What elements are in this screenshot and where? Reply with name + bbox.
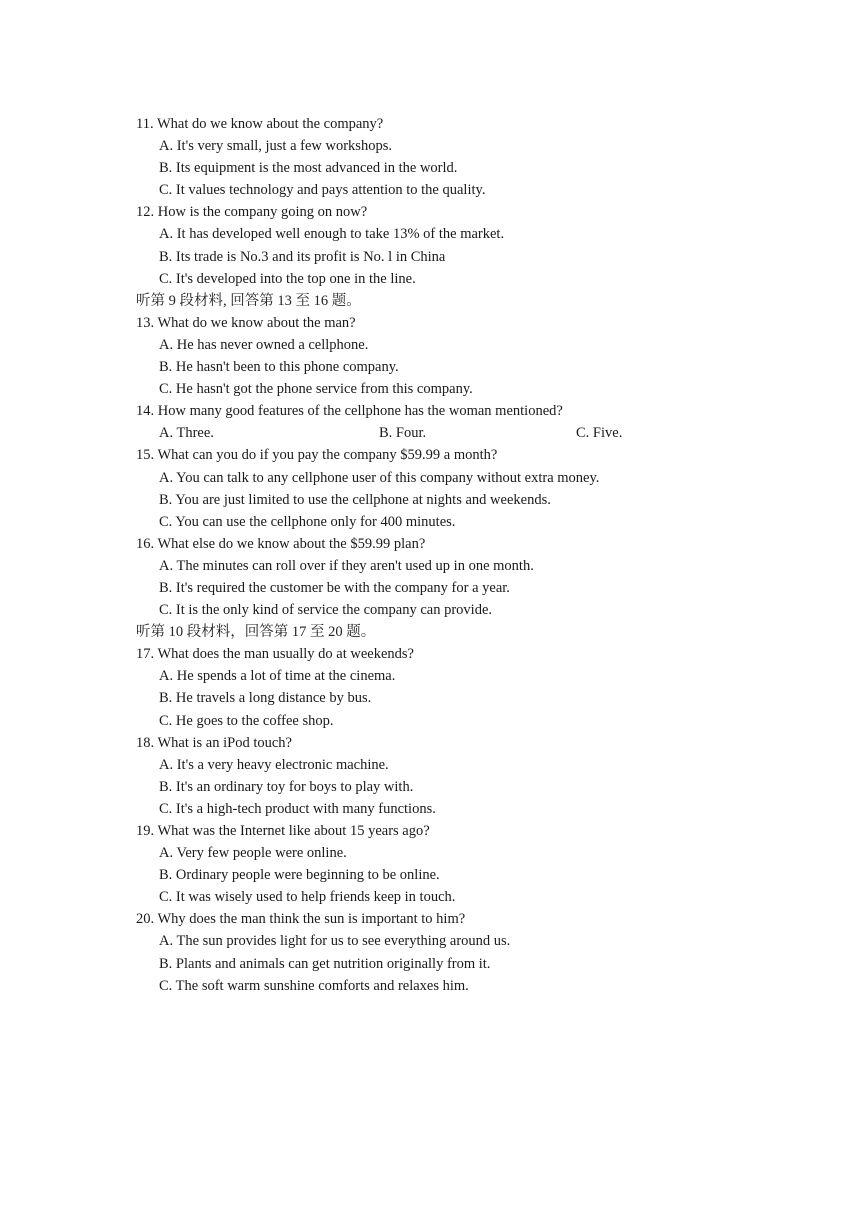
question-text: 19. What was the Internet like about 15 years ago? bbox=[136, 823, 430, 839]
answer-option: A. He has never owned a cellphone. bbox=[159, 336, 369, 353]
section-instruction: 听第 9 段材料, 回答第 13 至 16 题。 bbox=[136, 292, 361, 309]
answer-option-c: C. Five. bbox=[576, 425, 623, 442]
answer-option: B. It's an ordinary toy for boys to play with. bbox=[159, 778, 414, 795]
answer-option: C. It is the only kind of service the company can provide. bbox=[159, 602, 493, 619]
answer-option: C. It was wisely used to help friends keep in touch. bbox=[159, 889, 456, 906]
question-text: 14. How many good features of the cellphone has the woman mentioned? bbox=[136, 403, 563, 420]
answer-option: B. Its trade is No.3 and its profit is No. l in China bbox=[159, 248, 446, 265]
answer-option: B. Ordinary people were beginning to be online. bbox=[159, 867, 440, 884]
answer-option: A. The sun provides light for us to see everything around us. bbox=[159, 933, 511, 950]
answer-options-row bbox=[136, 422, 756, 444]
answer-option: B. He travels a long distance by bus. bbox=[159, 690, 372, 707]
answer-option: C. The soft warm sunshine comforts and relaxes him. bbox=[159, 977, 469, 994]
answer-option: B. He hasn't been to this phone company. bbox=[159, 359, 399, 376]
answer-option: B. It's required the customer be with the company for a year. bbox=[159, 579, 510, 596]
answer-option: B. Its equipment is the most advanced in the world. bbox=[159, 160, 458, 177]
answer-option: C. It's a high-tech product with many functions. bbox=[159, 800, 436, 817]
answer-option: A. Very few people were online. bbox=[159, 845, 347, 862]
question-text: 11. What do we know about the company? bbox=[136, 116, 384, 132]
answer-option: A. You can talk to any cellphone user of this company without extra money. bbox=[159, 469, 600, 486]
question-list bbox=[136, 113, 756, 997]
answer-option: B. Plants and animals can get nutrition originally from it. bbox=[159, 955, 491, 972]
answer-option: A. It's a very heavy electronic machine. bbox=[159, 756, 389, 773]
answer-option: C. You can use the cellphone only for 400 minutes. bbox=[159, 513, 456, 530]
answer-option: A. The minutes can roll over if they aren't used up in one month. bbox=[159, 557, 534, 574]
answer-option: C. It's developed into the top one in the line. bbox=[159, 270, 416, 287]
question-text: 13. What do we know about the man? bbox=[136, 314, 356, 331]
question-text: 16. What else do we know about the $59.99 plan? bbox=[136, 535, 426, 552]
question-text: 18. What is an iPod touch? bbox=[136, 734, 292, 751]
answer-option-a: A. Three. bbox=[159, 425, 214, 442]
question-text: 17. What does the man usually do at weekends? bbox=[136, 646, 414, 663]
answer-option: C. He hasn't got the phone service from this company. bbox=[159, 381, 473, 398]
question-text: 20. Why does the man think the sun is important to him? bbox=[136, 911, 466, 928]
answer-option: A. He spends a lot of time at the cinema. bbox=[159, 668, 396, 685]
answer-option: C. He goes to the coffee shop. bbox=[159, 712, 334, 729]
answer-option: A. It's very small, just a few workshops. bbox=[159, 138, 392, 155]
answer-option: A. It has developed well enough to take 13% of the market. bbox=[159, 226, 505, 243]
answer-option: B. You are just limited to use the cellphone at nights and weekends. bbox=[159, 491, 551, 508]
answer-option-b: B. Four. bbox=[379, 425, 427, 442]
answer-option: C. It values technology and pays attention to the quality. bbox=[159, 182, 486, 199]
question-text: 12. How is the company going on now? bbox=[136, 204, 368, 221]
section-instruction: 听第 10 段材料，回答第 17 至 20 题。 bbox=[136, 624, 376, 641]
question-text: 15. What can you do if you pay the company $59.99 a month? bbox=[136, 447, 498, 464]
